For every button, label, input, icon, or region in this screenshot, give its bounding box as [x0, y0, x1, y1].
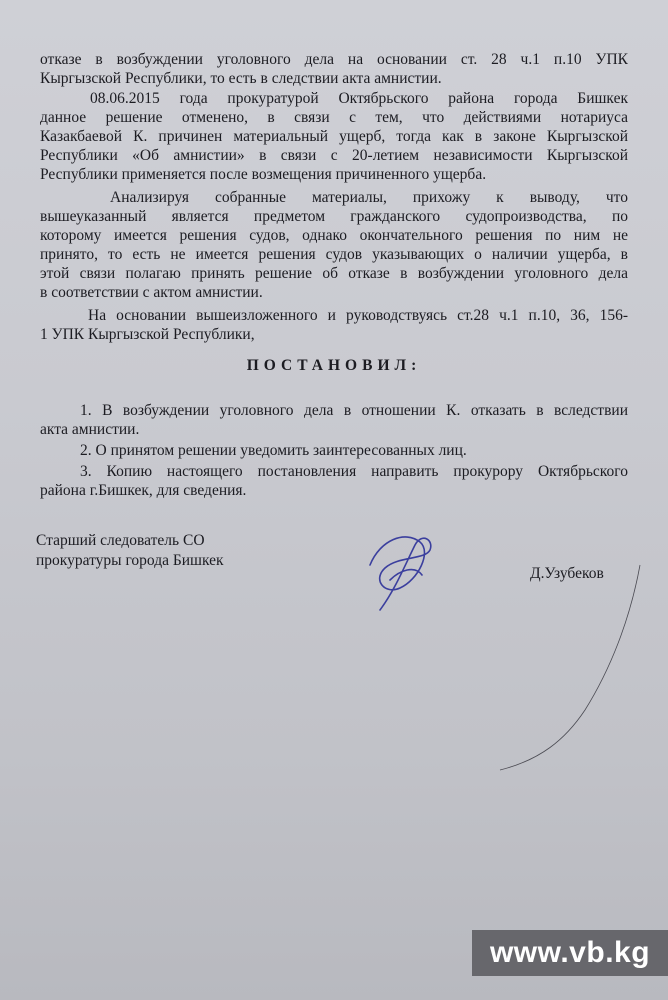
text-line: Кыргызской Республики, то есть в следствии акта амнистии.	[40, 70, 442, 87]
resolution-heading: ПОСТАНОВИЛ:	[246, 357, 422, 374]
resolution-item: 1. В возбуждении уголовного дела в отношении К. отказать в вследствии	[80, 402, 628, 419]
text-line: На основании вышеизложенного и руководствуясь ст.28 ч.1 п.10, 36, 156-	[88, 307, 628, 324]
resolution-item: района г.Бишкек, для сведения.	[40, 482, 247, 499]
text-line: которому имеется решения судов, однако окончательного решения по ним не	[40, 227, 628, 244]
text-line: отказе в возбуждении уголовного дела на основании ст. 28 ч.1 п.10 УПК	[40, 51, 628, 68]
hair-strand-mark	[460, 560, 660, 780]
signatory-name: Д.Узубеков	[530, 565, 604, 582]
text-line: 08.06.2015 года прокуратурой Октябрьского района города Бишкек	[90, 90, 628, 107]
resolution-item: акта амнистии.	[40, 421, 140, 438]
text-line: Казакбаевой К. причинен материальный ущерб, тогда как в законе Кыргызской	[40, 128, 628, 145]
text-line: 1 УПК Кыргызской Республики,	[40, 326, 255, 343]
text-line: Анализируя собранные материалы, прихожу к выводу, что	[110, 189, 628, 206]
signatory-title: прокуратуры города Бишкек	[36, 552, 224, 569]
resolution-item: 2. О принятом решении уведомить заинтересованных лиц.	[80, 442, 467, 459]
handwritten-signature	[360, 520, 450, 620]
text-line: в соответствии с актом амнистии.	[40, 284, 263, 301]
site-watermark: www.vb.kg	[472, 930, 668, 976]
signatory-title: Старший следователь СО	[36, 532, 205, 549]
text-line: Республики «Об амнистии» в связи с 20-летием независимости Кыргызской	[40, 147, 628, 164]
text-line: данное решение отменено, в связи с тем, что действиями нотариуса	[40, 109, 628, 126]
text-line: принято, то есть не имеется решения судов указывающих о наличии ущерба, в	[40, 246, 628, 263]
text-line: Республики применяется после возмещения причиненного ущерба.	[40, 166, 487, 183]
text-line: вышеуказанный является предметом гражданского судопроизводства, по	[40, 208, 628, 225]
text-line: этой связи полагаю принять решение об отказе в возбуждении уголовного дела	[40, 265, 628, 282]
resolution-item: 3. Копию настоящего постановления направить прокурору Октябрьского	[80, 463, 628, 480]
